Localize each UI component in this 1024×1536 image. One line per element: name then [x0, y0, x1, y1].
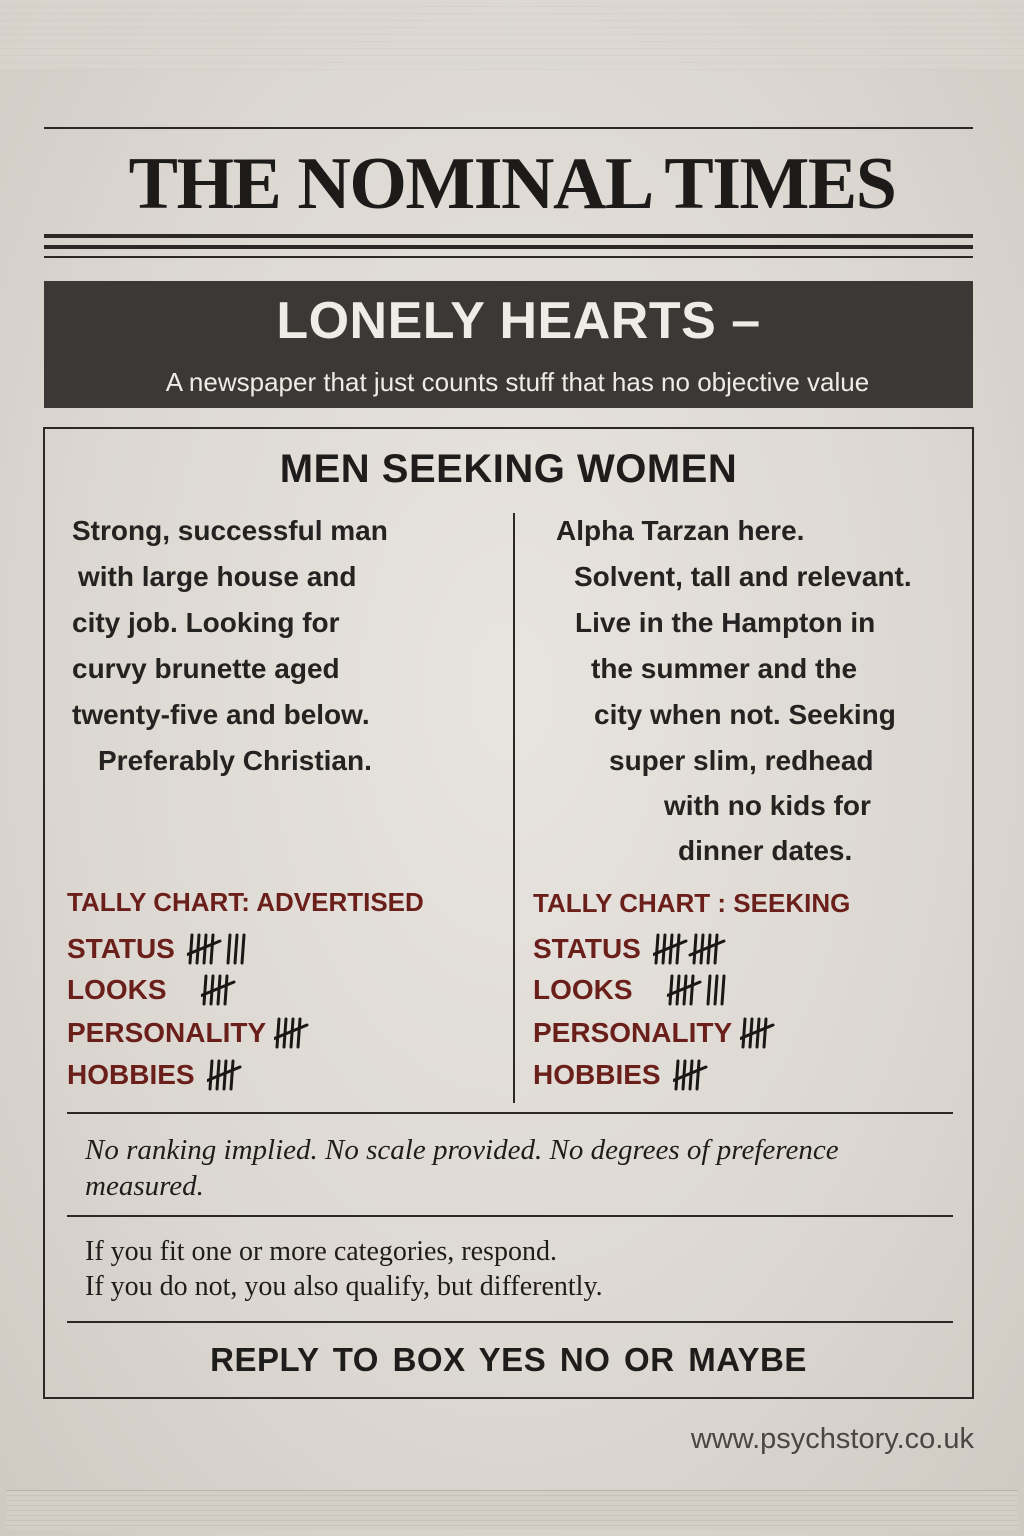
tally-stroke [210, 1061, 212, 1089]
tally-marks [653, 931, 733, 967]
tally-stroke [697, 1061, 699, 1089]
ad-line: dinner dates. [678, 835, 853, 866]
tally-stroke [715, 935, 717, 963]
tally-stroke [670, 976, 672, 1004]
tally-stroke [694, 935, 696, 963]
ad-line: Live in the Hampton in [575, 607, 876, 638]
tally-label: STATUS [533, 933, 641, 964]
paper-stack-edge [6, 1490, 1018, 1530]
masthead-top-rule [44, 127, 973, 129]
classifieds-box [43, 427, 974, 1399]
tally-row-personality [67, 1015, 316, 1051]
masthead-rule-2 [44, 245, 973, 249]
masthead-title: THE NOMINAL TIMES [128, 143, 896, 225]
tally-stroke [242, 935, 244, 963]
disclaimer-line: measured. [85, 1170, 204, 1202]
masthead-rule-3 [44, 256, 973, 258]
tally-marks [207, 1057, 249, 1093]
tally-stroke [231, 1061, 233, 1089]
tally-label: LOOKS [67, 974, 167, 1005]
tally-marks [201, 972, 243, 1008]
banner-subtitle: A newspaper that just counts stuff that has no objective value [165, 367, 870, 397]
tally-stroke [743, 1019, 745, 1047]
ad-line: city when not. Seeking [594, 699, 896, 730]
tally-label: LOOKS [533, 974, 633, 1005]
tally-heading: TALLY CHART : SEEKING [533, 888, 851, 918]
ad-line: with large house and [78, 561, 357, 592]
respond-line: If you do not, you also qualify, but differently. [85, 1271, 603, 1302]
tally-row-status [67, 931, 260, 967]
tally-stroke [691, 976, 693, 1004]
ad-line: curvy brunette aged [72, 653, 340, 684]
banner-title: LONELY HEARTS – [276, 292, 761, 350]
tally-row-looks [533, 972, 740, 1008]
tally-row-looks [67, 972, 243, 1008]
divider-rule [67, 1321, 953, 1323]
tally-row-status [533, 931, 733, 967]
ad-line: super slim, redhead [609, 745, 874, 776]
tally-stroke [298, 1019, 300, 1047]
disclaimer-line: No ranking implied. No scale provided. No degrees of preference [85, 1134, 839, 1166]
tally-row-hobbies [533, 1057, 715, 1093]
tally-heading: TALLY CHART: ADVERTISED [67, 887, 424, 917]
column-divider [513, 513, 515, 1103]
respond-text [85, 1234, 925, 1304]
ad-line: Alpha Tarzan here. [556, 515, 805, 546]
divider-rule [67, 1112, 953, 1114]
tally-stroke [764, 1019, 766, 1047]
tally-marks [667, 972, 740, 1008]
tally-label: HOBBIES [533, 1059, 661, 1090]
ad-line: Preferably Christian. [98, 745, 372, 776]
tally-stroke [190, 935, 192, 963]
divider-rule [67, 1215, 953, 1217]
tally-stroke [715, 976, 717, 1004]
tally-row-personality [533, 1015, 782, 1051]
ad-line: twenty-five and below. [72, 699, 370, 730]
tally-marks [187, 931, 260, 967]
tally-stroke [277, 1019, 279, 1047]
section-banner [44, 281, 973, 408]
tally-marks [740, 1015, 782, 1051]
ad-line: Strong, successful man [72, 515, 388, 546]
ad-line: city job. Looking for [72, 607, 340, 638]
section-title: MEN SEEKING WOMEN [279, 447, 738, 491]
tally-label: STATUS [67, 933, 175, 964]
tally-stroke [677, 935, 679, 963]
ad-line: Solvent, tall and relevant. [574, 561, 912, 592]
tally-stroke [204, 976, 206, 1004]
tally-row-hobbies [67, 1057, 249, 1093]
ad-line: the summer and the [591, 653, 858, 684]
paper-edge-top [0, 0, 1024, 70]
website-url: www.psychstory.co.uk [690, 1423, 974, 1455]
tally-label: PERSONALITY [533, 1017, 733, 1048]
tally-label: HOBBIES [67, 1059, 195, 1090]
tally-stroke [708, 976, 710, 1004]
masthead-rule-1 [44, 234, 973, 238]
tally-stroke [228, 935, 230, 963]
tally-marks [274, 1015, 316, 1051]
reply-instructions: REPLY TO BOX YES NO OR MAYBE [210, 1341, 807, 1378]
tally-marks [673, 1057, 715, 1093]
tally-label: PERSONALITY [67, 1017, 267, 1048]
tally-stroke [225, 976, 227, 1004]
respond-line: If you fit one or more categories, respond. [85, 1236, 557, 1267]
tally-stroke [676, 1061, 678, 1089]
ad-line: with no kids for [664, 790, 871, 821]
tally-stroke [656, 935, 658, 963]
disclaimer-text [85, 1132, 925, 1204]
tally-stroke [211, 935, 213, 963]
tally-stroke [235, 935, 237, 963]
tally-stroke [722, 976, 724, 1004]
